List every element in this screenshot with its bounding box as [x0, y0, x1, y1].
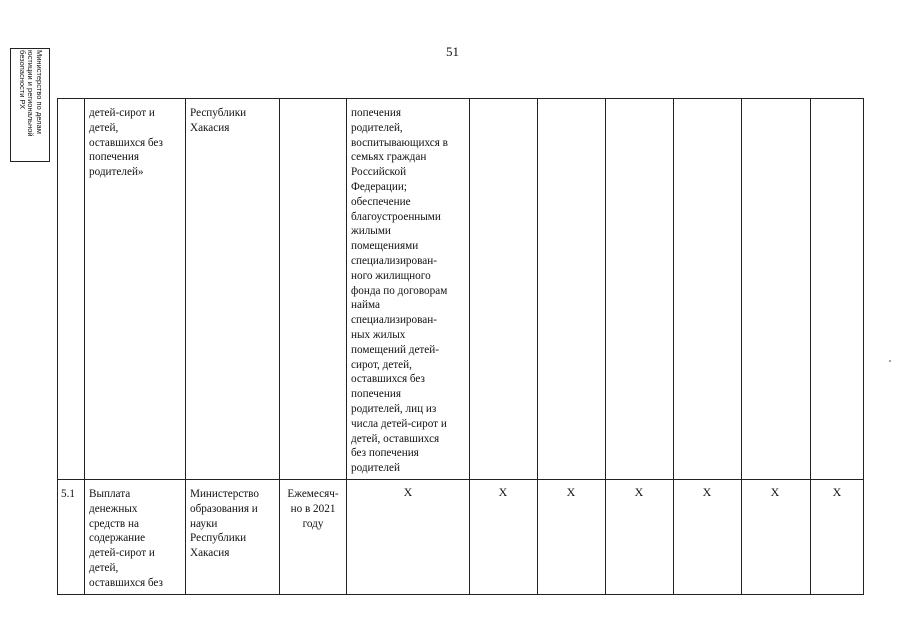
column-border — [537, 98, 538, 595]
row-divider — [57, 479, 864, 480]
row-number-cell: 5.1 — [61, 488, 75, 500]
cont-name-cell: детей-сирот и детей, оставшихся без попечения родителей» — [89, 107, 163, 179]
column-border — [84, 98, 85, 595]
row-term-cell: Ежемесяч- но в 2021 году — [287, 488, 339, 530]
column-border — [741, 98, 742, 595]
cont-responsible-cell: Республики Хакасия — [190, 107, 247, 134]
x-mark: Х — [832, 485, 842, 499]
column-border — [57, 98, 58, 595]
table-bottom-border — [57, 594, 864, 595]
stamp-line-3: безопасности РХ — [17, 50, 27, 110]
page-number: 51 — [446, 44, 459, 59]
cont-result-cell: попечения родителей, воспитывающихся в семьях граждан Российской Федерации; обеспечение благоустроенными жилыми помещениями специализирован- ного жилищного фонда по договорам найма специализирован- ных жилых помещений детей- сирот, детей, оставшихся без попечения родителей, лиц из числа детей-сирот и детей, оставшихся без попечения родителей — [351, 107, 448, 475]
x-mark: Х — [634, 485, 644, 499]
column-border — [863, 98, 864, 595]
x-mark: Х — [770, 485, 780, 499]
x-mark: Х — [702, 485, 712, 499]
x-mark: Х — [498, 485, 508, 499]
scan-speck — [889, 360, 891, 362]
x-mark: Х — [566, 485, 576, 499]
stamp-line-2: юстиции и региональной — [26, 50, 36, 137]
row-name-cell: Выплата денежных средств на содержание детей-сирот и детей, оставшихся без — [89, 488, 163, 589]
stamp-line-1: Министерство по делам — [34, 50, 44, 134]
x-mark: Х — [403, 485, 413, 499]
row-responsible-cell: Министерство образования и науки Республики Хакасия — [190, 488, 259, 560]
column-border — [346, 98, 347, 595]
column-border — [673, 98, 674, 595]
table-top-border — [57, 98, 864, 99]
column-border — [469, 98, 470, 595]
column-border — [185, 98, 186, 595]
column-border — [605, 98, 606, 595]
column-border — [810, 98, 811, 595]
